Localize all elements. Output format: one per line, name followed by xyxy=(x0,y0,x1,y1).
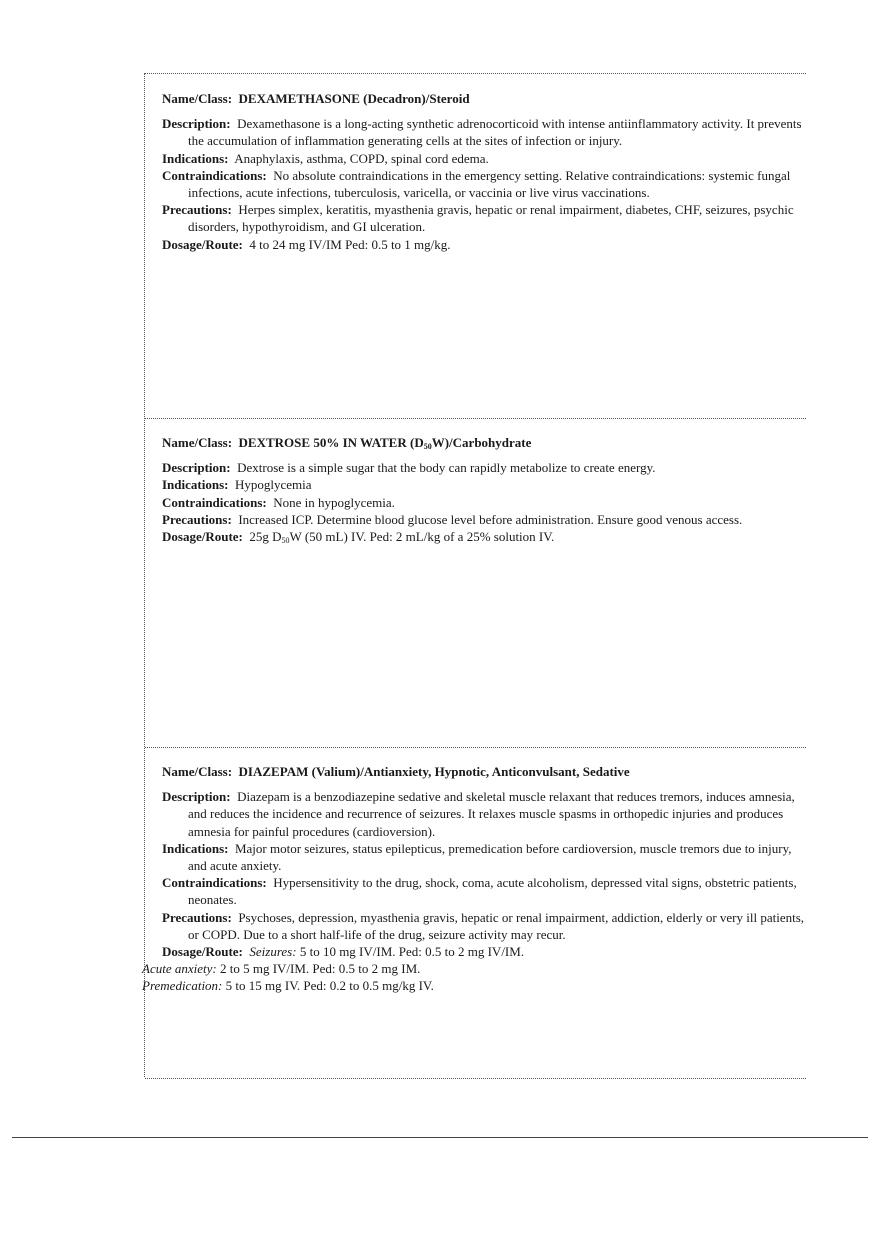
indications-field: Indications: Anaphylaxis, asthma, COPD, spinal cord edema. xyxy=(162,150,489,166)
card-content xyxy=(162,434,806,545)
precautions-field: Precautions: Herpes simplex, keratitis, myasthenia gravis, hepatic or renal impairment, diabetes, CHF, seizures, psychic disorders, hypothyroidism, and GI ulceration. xyxy=(162,202,794,235)
dosage-acute-anxiety: Acute anxiety: 2 to 5 mg IV/IM. Ped: 0.5 to 2 mg IM. xyxy=(142,961,421,977)
description-field: Description: Dexamethasone is a long-acting synthetic adrenocorticoid with intense antiinflammatory activity. It prevents the accumulation of inflammation generating cells at the sites of infection or injury. xyxy=(162,116,802,149)
dosage-field: Dosage/Route: 25g $D_{50}W$ (50 mL) IV. Ped: 2 mL/kg of a 25% solution IV. xyxy=(162,529,555,546)
drug-name: DIAZEPAM (Valium)/Antianxiety, Hypnotic, Anticonvulsant, Sedative xyxy=(238,764,630,779)
contraindications-field: Contraindications: None in hypoglycemia. xyxy=(162,494,395,510)
drug-card-diazepam xyxy=(142,747,806,1079)
precautions-field: Precautions: Increased ICP. Determine blood glucose level before administration. Ensure good venous access. xyxy=(162,511,743,527)
indications-field: Indications: Hypoglycemia xyxy=(162,477,312,493)
card-content xyxy=(162,90,806,253)
card-content xyxy=(142,763,806,995)
drug-name: DEXTROSE 50% IN WATER $(D_{50}W)$/Carbohydrate xyxy=(238,435,532,451)
contraindications-field: Contraindications: No absolute contraindications in the emergency setting. Relative contraindications: systemic fungal infections, acute infections, tuberculosis, varicella, or vaccinia or live virus vaccinations. xyxy=(162,167,791,201)
contraindications-field: Contraindications: Hypersensitivity to the drug, shock, coma, acute alcoholism, depressed vital signs, obstetric patients, neonates. xyxy=(162,875,797,908)
name-class-line: Name/Class: DEXTROSE 50% IN WATER $(D_{50}W)$/Carbohydrate xyxy=(162,435,532,451)
drug-card-dexamethasone xyxy=(145,73,806,419)
precautions-field: Precautions: Psychoses, depression, myasthenia gravis, hepatic or renal impairment, addiction, elderly or very ill patients, or COPD. Due to a short half-life of the drug, seizure activity may recur. xyxy=(162,909,805,942)
description-field: Description: Diazepam is a benzodiazepine sedative and skeletal muscle relaxant that reduces tremors, induces amnesia, and reduces the incidence and recurrence of seizures. It relaxes muscle spasms in orthopedic injuries and produces amnesia for painful procedures (cardioversion). xyxy=(162,789,795,839)
flashcard-sheet xyxy=(144,73,806,1077)
dosage-field: Dosage/Route: 4 to 24 mg IV/IM Ped: 0.5 to 1 mg/kg. xyxy=(162,236,451,252)
description-field: Description: Dextrose is a simple sugar that the body can rapidly metabolize to create energy. xyxy=(162,460,656,476)
drug-name: DEXAMETHASONE (Decadron)/Steroid xyxy=(238,91,470,106)
drug-card-dextrose xyxy=(145,418,806,748)
dosage-field: Dosage/Route: Seizures: 5 to 10 mg IV/IM. Ped: 0.5 to 2 mg IV/IM. xyxy=(162,944,525,960)
name-class-line: Name/Class: DEXAMETHASONE (Decadron)/Steroid xyxy=(162,91,470,106)
indications-field: Indications: Major motor seizures, status epilepticus, premedication before cardioversion, muscle tremors due to injury, and acute anxiety. xyxy=(162,840,792,874)
name-class-line: Name/Class: DIAZEPAM (Valium)/Antianxiety, Hypnotic, Anticonvulsant, Sedative xyxy=(162,764,630,779)
footer-divider xyxy=(12,1137,868,1138)
dosage-premedication: Premedication: 5 to 15 mg IV. Ped: 0.2 to 0.5 mg/kg IV. xyxy=(142,978,434,994)
